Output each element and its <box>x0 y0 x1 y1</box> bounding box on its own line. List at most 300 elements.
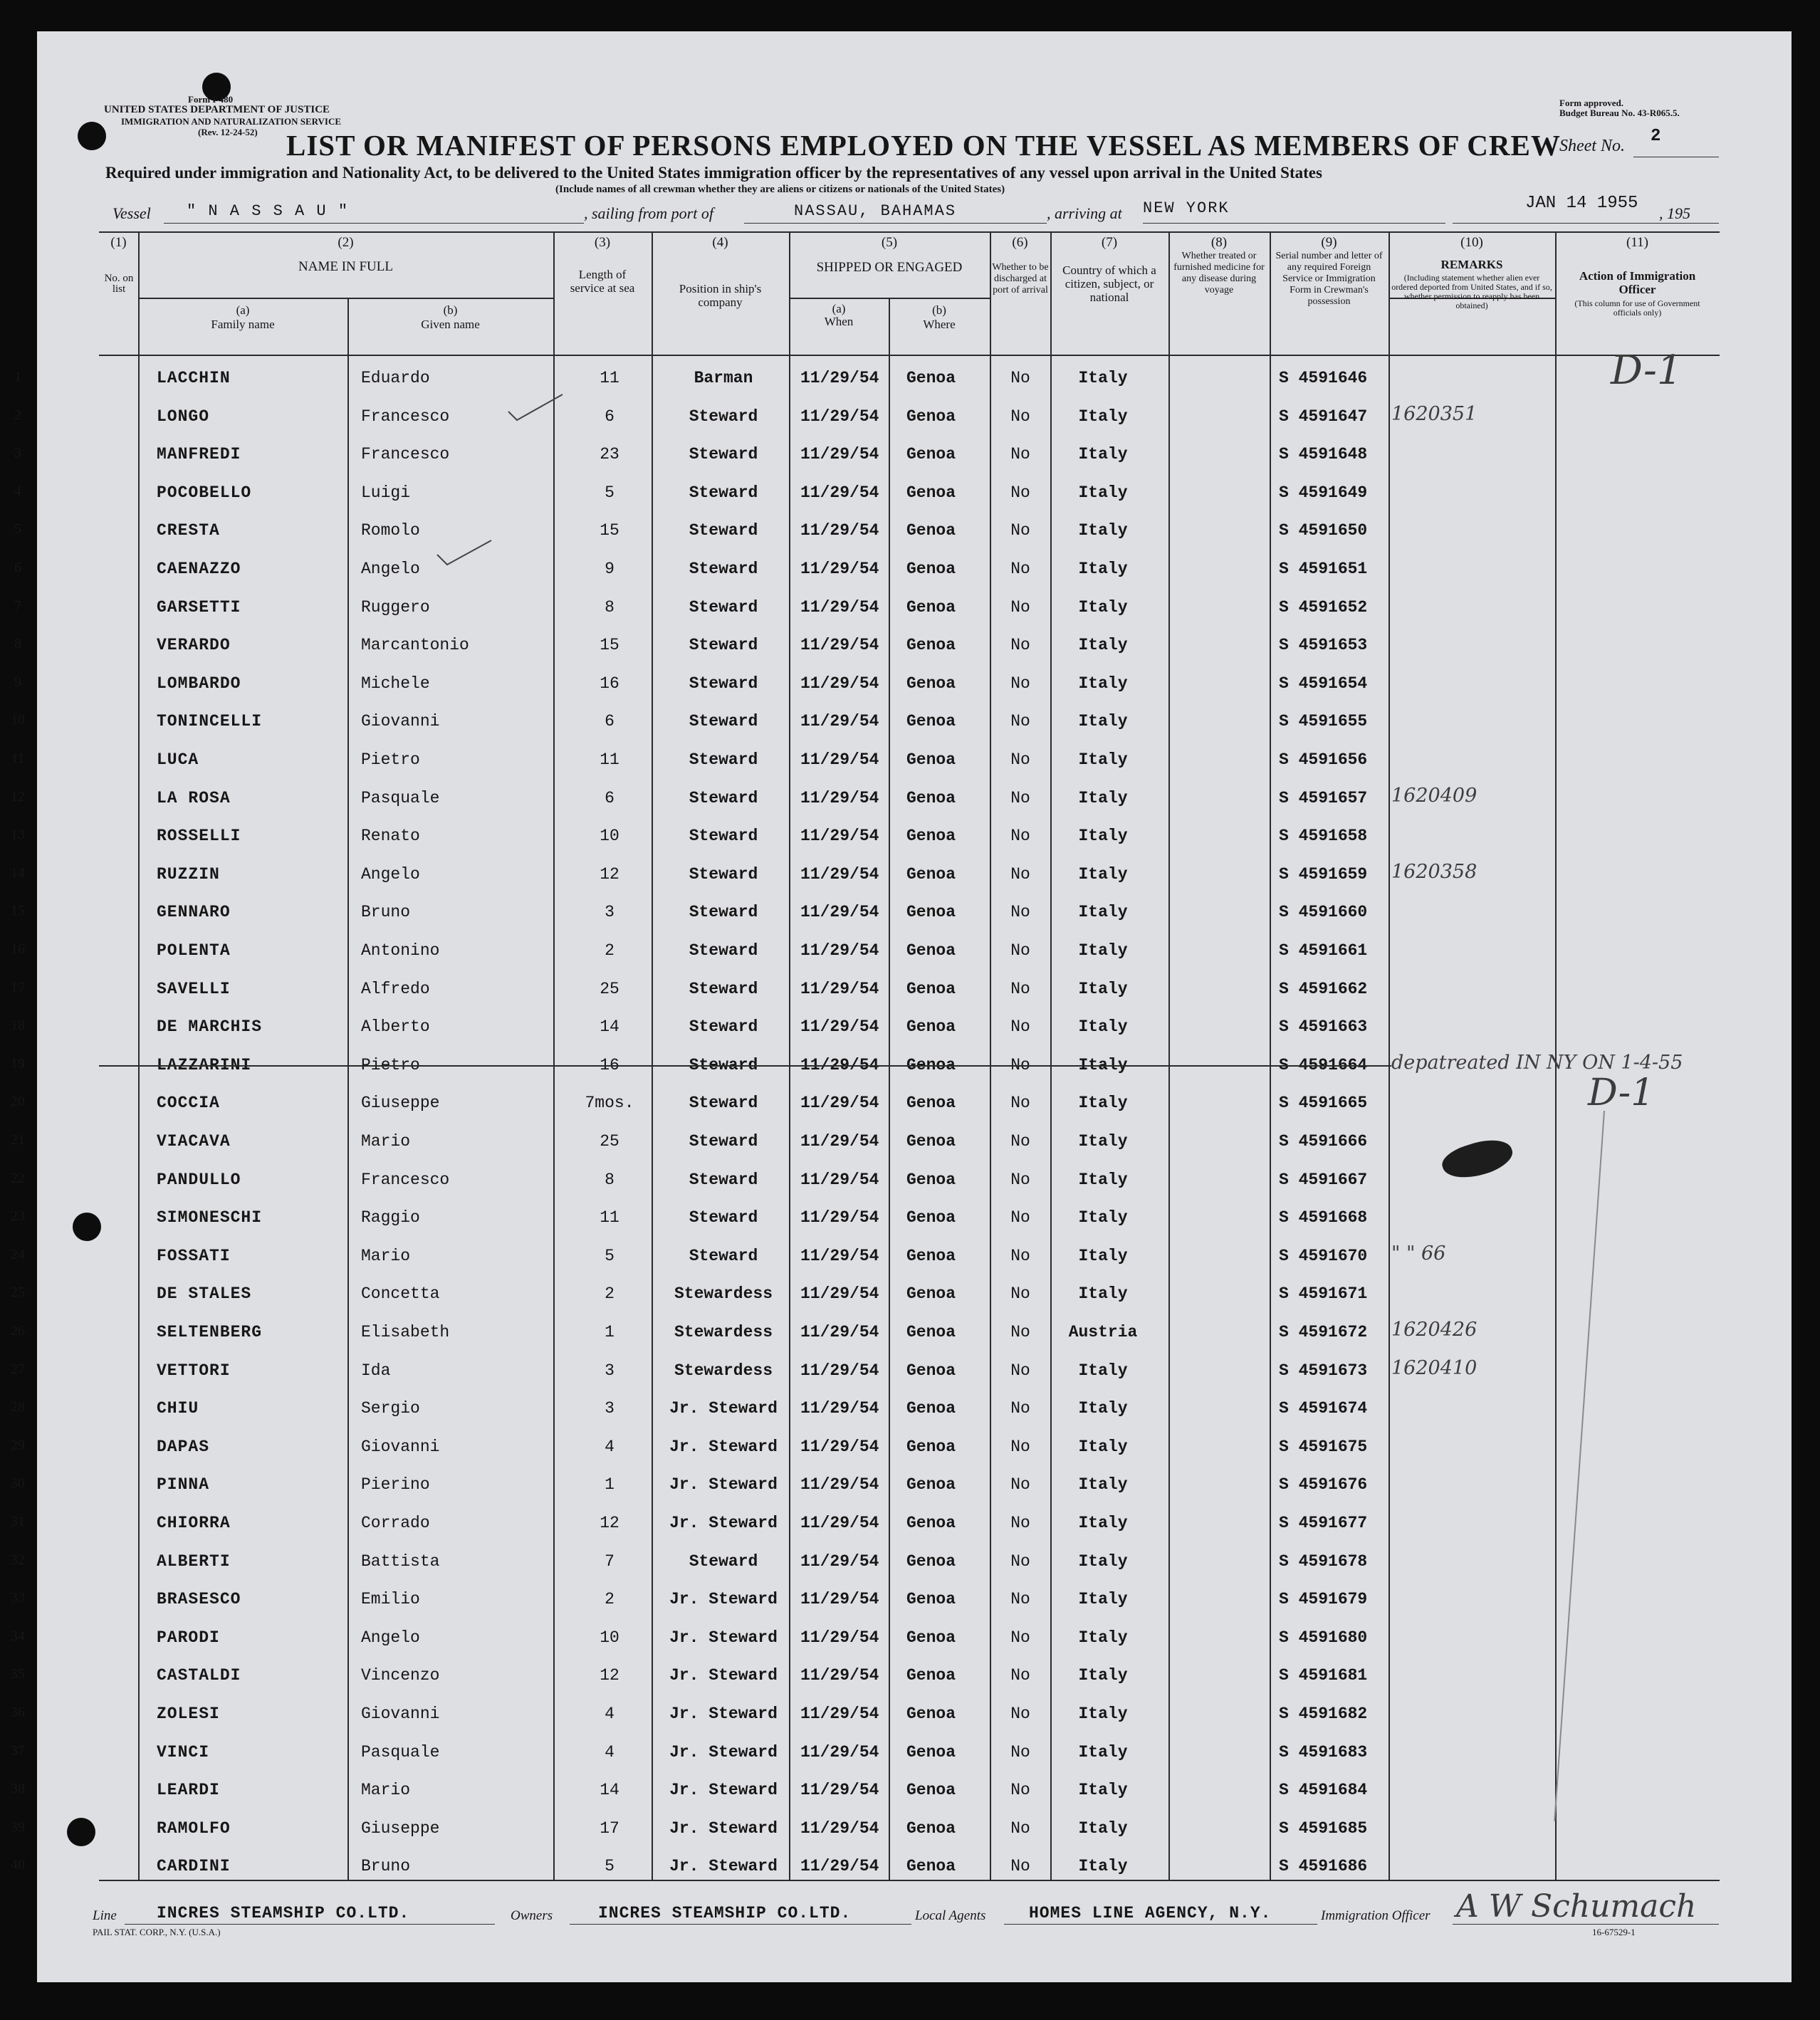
serial-number: S 4591657 <box>1279 788 1368 807</box>
family-name: CAENAZZO <box>157 560 241 578</box>
header-given-label: (b) <box>443 303 458 317</box>
position: Steward <box>689 1132 758 1151</box>
engaged-port: Genoa <box>906 941 956 960</box>
family-name: PINNA <box>157 1475 210 1495</box>
family-name: VIACAVA <box>157 1132 231 1151</box>
engaged-port: Genoa <box>906 864 956 884</box>
given-name: Renato <box>361 827 420 846</box>
remarks: 1620410 <box>1391 1356 1478 1379</box>
header-family-name: Family name <box>211 318 275 331</box>
service-length: 15 <box>600 636 619 655</box>
service-length: 16 <box>600 1055 619 1074</box>
nationality: Italy <box>1078 1705 1128 1723</box>
service-length: 6 <box>605 407 614 426</box>
serial-number: S 4591686 <box>1279 1857 1368 1876</box>
engaged-port: Genoa <box>906 1208 956 1228</box>
family-name: SELTENBERG <box>157 1323 263 1341</box>
engaged-port: Genoa <box>906 1055 956 1074</box>
discharge-flag: No <box>1010 1437 1030 1456</box>
punch-hole <box>67 1818 95 1846</box>
list-number: 21 <box>11 1132 25 1148</box>
engaged-port: Genoa <box>906 1323 956 1341</box>
engaged-port: Genoa <box>906 1170 956 1189</box>
crew-row <box>11 1465 1720 1504</box>
family-name: ALBERTI <box>157 1551 231 1571</box>
service-length: 4 <box>605 1742 614 1762</box>
vessel-owners: INCRES STEAMSHIP CO.LTD. <box>598 1904 852 1922</box>
family-name: VERARDO <box>157 636 231 655</box>
crew-row <box>11 1198 1720 1237</box>
list-number: 22 <box>11 1170 25 1186</box>
position: Steward <box>689 636 758 655</box>
form-revision: (Rev. 12-24-52) <box>198 127 258 137</box>
crew-row <box>11 1084 1720 1122</box>
nationality: Italy <box>1078 1017 1128 1037</box>
given-name: Mario <box>361 1246 411 1265</box>
nationality: Italy <box>1078 903 1128 922</box>
column-number: (10) <box>1460 235 1483 250</box>
service-length: 10 <box>600 1628 619 1647</box>
subheader-rule <box>138 298 553 299</box>
list-number: 24 <box>11 1246 25 1262</box>
nationality: Italy <box>1078 1590 1128 1609</box>
given-name: Angelo <box>361 560 420 578</box>
position: Jr. Steward <box>669 1857 778 1876</box>
column-number: (4) <box>712 235 728 250</box>
serial-number: S 4591665 <box>1279 1094 1368 1113</box>
serial-number: S 4591671 <box>1279 1284 1368 1304</box>
remarks: 1620358 <box>1391 860 1478 883</box>
engaged-date: 11/29/54 <box>800 1132 879 1151</box>
engaged-date: 11/29/54 <box>800 1094 879 1113</box>
crew-row <box>14 626 1720 664</box>
engaged-date: 11/29/54 <box>800 1246 879 1265</box>
check-mark-icon <box>436 539 493 567</box>
discharge-flag: No <box>1010 712 1030 731</box>
position: Steward <box>689 445 758 464</box>
list-number: 10 <box>11 712 25 728</box>
position: Stewardess <box>674 1323 773 1341</box>
engaged-date: 11/29/54 <box>800 903 879 922</box>
engaged-date: 11/29/54 <box>800 1055 879 1074</box>
serial-number: S 4591646 <box>1279 369 1368 387</box>
discharge-flag: No <box>1010 1781 1030 1800</box>
list-number: 31 <box>11 1514 25 1529</box>
discharge-flag: No <box>1010 903 1030 922</box>
discharge-flag: No <box>1010 1666 1030 1685</box>
nationality: Italy <box>1078 560 1128 578</box>
list-number: 29 <box>11 1437 25 1453</box>
discharge-flag: No <box>1010 827 1030 846</box>
serial-number: S 4591676 <box>1279 1475 1368 1495</box>
service-length: 9 <box>605 560 614 578</box>
column-number: (11) <box>1626 235 1648 250</box>
crew-row <box>11 1733 1720 1772</box>
engaged-date: 11/29/54 <box>800 560 879 578</box>
nationality: Italy <box>1078 1246 1128 1265</box>
given-name: Marcantonio <box>361 636 469 655</box>
position: Steward <box>689 979 758 998</box>
list-number: 38 <box>11 1781 25 1797</box>
given-name: Francesco <box>361 445 450 464</box>
given-name: Mario <box>361 1781 411 1800</box>
service-length: 5 <box>605 1857 614 1876</box>
agents-underline <box>1004 1924 1317 1925</box>
service-length: 8 <box>605 1170 614 1189</box>
serial-number: S 4591648 <box>1279 445 1368 464</box>
family-name: VETTORI <box>157 1361 231 1380</box>
discharge-flag: No <box>1010 1551 1030 1571</box>
crew-row <box>11 1580 1720 1618</box>
line-underline <box>125 1924 495 1925</box>
subtitle: Required under immigration and Nationality Act, to be delivered to the United States immigration officer by the representatives of any vessel upon arrival in the United States <box>105 164 1322 182</box>
budget-bureau: Budget Bureau No. 43-R065.5. <box>1559 108 1680 118</box>
service-length: 2 <box>605 1590 614 1609</box>
discharge-flag: No <box>1010 1323 1030 1341</box>
given-name: Corrado <box>361 1514 430 1532</box>
column-number: (5) <box>881 235 898 250</box>
given-name: Giuseppe <box>361 1094 440 1113</box>
header-discharged: Whether to be discharged at port of arrival <box>992 262 1049 295</box>
list-number: 34 <box>11 1628 25 1644</box>
sailing-label: , sailing from port of <box>584 204 713 222</box>
service-length: 25 <box>600 979 619 998</box>
list-number: 17 <box>11 979 25 995</box>
discharge-flag: No <box>1010 1246 1030 1265</box>
position: Steward <box>689 1094 758 1113</box>
engaged-date: 11/29/54 <box>800 1705 879 1723</box>
remarks: " " 66 <box>1391 1242 1446 1265</box>
engaged-date: 11/29/54 <box>800 521 879 540</box>
nationality: Italy <box>1078 369 1128 387</box>
officer-mark-d1-second: D-1 <box>1588 1072 1655 1114</box>
discharge-flag: No <box>1010 750 1030 769</box>
serial-number: S 4591680 <box>1279 1628 1368 1647</box>
discharge-flag: No <box>1010 1132 1030 1151</box>
discharge-flag: No <box>1010 1170 1030 1189</box>
engaged-date: 11/29/54 <box>800 1017 879 1037</box>
list-number: 8 <box>14 636 21 652</box>
position: Steward <box>689 864 758 884</box>
header-family-label: (a) <box>236 303 250 317</box>
list-number: 23 <box>11 1208 25 1225</box>
list-number: 33 <box>11 1590 25 1606</box>
discharge-flag: No <box>1010 636 1030 655</box>
given-name: Pietro <box>361 750 420 769</box>
engaged-date: 11/29/54 <box>800 636 879 655</box>
family-name: LOMBARDO <box>157 674 241 693</box>
service-length: 12 <box>600 1666 619 1685</box>
discharge-flag: No <box>1010 1742 1030 1762</box>
punch-hole <box>78 122 106 150</box>
discharge-flag: No <box>1010 1208 1030 1228</box>
crew-row <box>11 1237 1720 1275</box>
table-top-border <box>99 231 1720 233</box>
vessel-underline <box>164 223 584 224</box>
given-name: Giovanni <box>361 1437 440 1456</box>
remarks: depatreated IN NY ON 1-4-55 <box>1391 1051 1683 1074</box>
engaged-date: 11/29/54 <box>800 1208 879 1228</box>
given-name: Romolo <box>361 521 420 540</box>
engaged-date: 11/29/54 <box>800 1857 879 1876</box>
family-name: GARSETTI <box>157 597 241 617</box>
engaged-port: Genoa <box>906 369 956 387</box>
given-name: Pietro <box>361 1055 420 1074</box>
discharge-flag: No <box>1010 445 1030 464</box>
header-when-label: (a) <box>832 302 846 315</box>
serial-number: S 4591682 <box>1279 1705 1368 1723</box>
list-number: 30 <box>11 1475 25 1492</box>
given-name: Alberto <box>361 1017 430 1037</box>
header-length-of-service: Length of service at sea <box>570 268 635 295</box>
family-name: COCCIA <box>157 1094 220 1113</box>
serial-number: S 4591662 <box>1279 979 1368 998</box>
serial-number: S 4591661 <box>1279 941 1368 960</box>
column-number: (3) <box>594 235 611 250</box>
engaged-port: Genoa <box>906 1475 956 1495</box>
nationality: Italy <box>1078 827 1128 846</box>
serial-number: S 4591672 <box>1279 1323 1368 1341</box>
list-number: 3 <box>14 445 21 461</box>
engaged-date: 11/29/54 <box>800 788 879 807</box>
service-length: 3 <box>605 903 614 922</box>
owners-label: Owners <box>511 1908 553 1923</box>
serial-number: S 4591667 <box>1279 1170 1368 1189</box>
discharge-flag: No <box>1010 1284 1030 1304</box>
list-number: 2 <box>14 407 21 423</box>
serial-number: S 4591685 <box>1279 1818 1368 1838</box>
service-length: 5 <box>605 483 614 502</box>
crew-row <box>11 741 1720 779</box>
family-name: LUCA <box>157 750 199 769</box>
discharge-flag: No <box>1010 1628 1030 1647</box>
family-name: CARDINI <box>157 1857 231 1876</box>
family-name: DE MARCHIS <box>157 1017 263 1037</box>
family-name: LONGO <box>157 407 210 426</box>
position: Steward <box>689 1017 758 1037</box>
printer-imprint: PAIL STAT. CORP., N.Y. (U.S.A.) <box>93 1927 221 1937</box>
nationality: Italy <box>1078 1055 1128 1074</box>
crew-row <box>11 893 1720 931</box>
crew-row <box>11 1656 1720 1695</box>
service-length: 2 <box>605 1284 614 1304</box>
nationality: Italy <box>1078 636 1128 655</box>
family-name: POCOBELLO <box>157 483 252 502</box>
engaged-date: 11/29/54 <box>800 1284 879 1304</box>
crew-row <box>14 511 1720 550</box>
list-number: 36 <box>11 1705 25 1720</box>
engaged-date: 11/29/54 <box>800 1590 879 1609</box>
page-title: LIST OR MANIFEST OF PERSONS EMPLOYED ON THE VESSEL AS MEMBERS OF CREW <box>286 129 1561 162</box>
nationality: Italy <box>1078 521 1128 540</box>
engaged-port: Genoa <box>906 750 956 769</box>
position: Jr. Steward <box>669 1514 778 1532</box>
list-number: 14 <box>11 864 25 881</box>
engaged-date: 11/29/54 <box>800 827 879 846</box>
engaged-date: 11/29/54 <box>800 1437 879 1456</box>
family-name: FOSSATI <box>157 1246 231 1265</box>
engaged-port: Genoa <box>906 1361 956 1380</box>
discharge-flag: No <box>1010 1514 1030 1532</box>
given-name: Raggio <box>361 1208 420 1228</box>
service-length: 3 <box>605 1399 614 1418</box>
position: Jr. Steward <box>669 1705 778 1723</box>
arrival-date-stamp: JAN 14 1955 <box>1525 194 1638 213</box>
engaged-date: 11/29/54 <box>800 864 879 884</box>
nationality: Italy <box>1078 788 1128 807</box>
given-name: Michele <box>361 674 430 693</box>
engaged-port: Genoa <box>906 597 956 617</box>
discharge-flag: No <box>1010 979 1030 998</box>
engaged-date: 11/29/54 <box>800 1514 879 1532</box>
form-code: 16-67529-1 <box>1592 1927 1636 1937</box>
list-number: 39 <box>11 1818 25 1835</box>
engaged-date: 11/29/54 <box>800 1323 879 1341</box>
position: Steward <box>689 1246 758 1265</box>
serial-number: S 4591674 <box>1279 1399 1368 1418</box>
serial-number: S 4591649 <box>1279 483 1368 502</box>
crew-row <box>11 1847 1720 1885</box>
crew-row <box>11 1504 1720 1542</box>
service-length: 4 <box>605 1705 614 1723</box>
header-where-label: (b) <box>932 303 946 317</box>
position: Steward <box>689 1551 758 1571</box>
position: Steward <box>689 1208 758 1228</box>
family-name: LEARDI <box>157 1781 220 1800</box>
nationality: Italy <box>1078 1818 1128 1838</box>
remarks: 1620426 <box>1391 1319 1478 1341</box>
position: Barman <box>694 369 753 387</box>
serial-number: S 4591652 <box>1279 597 1368 617</box>
service-length: 16 <box>600 674 619 693</box>
engaged-date: 11/29/54 <box>800 1628 879 1647</box>
engaged-port: Genoa <box>906 1246 956 1265</box>
discharge-flag: No <box>1010 521 1030 540</box>
local-agents: HOMES LINE AGENCY, N.Y. <box>1029 1904 1272 1922</box>
position: Jr. Steward <box>669 1590 778 1609</box>
engaged-port: Genoa <box>906 1514 956 1532</box>
crew-row <box>14 664 1720 703</box>
crew-row <box>11 1618 1720 1657</box>
crew-row <box>11 1809 1720 1848</box>
engaged-date: 11/29/54 <box>800 1818 879 1838</box>
serial-number: S 4591658 <box>1279 827 1368 846</box>
column-number: (7) <box>1101 235 1118 250</box>
engaged-port: Genoa <box>906 1628 956 1647</box>
header-where: Where <box>923 318 956 331</box>
engaged-port: Genoa <box>906 903 956 922</box>
engaged-port: Genoa <box>906 1590 956 1609</box>
serial-number: S 4591684 <box>1279 1781 1368 1800</box>
owners-underline <box>570 1924 911 1925</box>
given-name: Eduardo <box>361 369 430 387</box>
strikeout-line <box>99 1065 1391 1067</box>
nationality: Italy <box>1078 712 1128 731</box>
service-length: 1 <box>605 1475 614 1495</box>
family-name: SIMONESCHI <box>157 1208 263 1228</box>
crew-row <box>14 588 1720 627</box>
discharge-flag: No <box>1010 788 1030 807</box>
nationality: Italy <box>1078 1742 1128 1762</box>
nationality: Italy <box>1078 1284 1128 1304</box>
position: Steward <box>689 407 758 426</box>
header-medicine: Whether treated or furnished medicine for any disease during voyage <box>1173 251 1265 295</box>
position: Steward <box>689 1055 758 1074</box>
engaged-date: 11/29/54 <box>800 1475 879 1495</box>
header-when: When <box>824 315 854 328</box>
given-name: Francesco <box>361 407 450 426</box>
crew-row <box>11 1313 1720 1351</box>
engaged-port: Genoa <box>906 636 956 655</box>
discharge-flag: No <box>1010 1475 1030 1495</box>
position: Jr. Steward <box>669 1666 778 1685</box>
given-name: Concetta <box>361 1284 440 1304</box>
crew-row <box>14 550 1720 588</box>
engaged-date: 11/29/54 <box>800 1361 879 1380</box>
engaged-date: 11/29/54 <box>800 1781 879 1800</box>
position: Steward <box>689 560 758 578</box>
given-name: Bruno <box>361 1857 411 1876</box>
nationality: Italy <box>1078 1132 1128 1151</box>
serial-number: S 4591651 <box>1279 560 1368 578</box>
crew-row <box>11 1695 1720 1733</box>
list-number: 27 <box>11 1361 25 1377</box>
service-length: 2 <box>605 941 614 960</box>
serial-number: S 4591659 <box>1279 864 1368 884</box>
list-number: 9 <box>14 674 21 690</box>
header-remarks-note: (Including statement whether alien ever ordered deported from United States, and if so, whether permission to reapply has been obtained) <box>1391 273 1552 310</box>
serial-number: S 4591654 <box>1279 674 1368 693</box>
position: Steward <box>689 1170 758 1189</box>
arrival-underline <box>1143 223 1445 224</box>
sheet-number: 2 <box>1651 127 1661 146</box>
service-length: 12 <box>600 864 619 884</box>
crew-row <box>11 1542 1720 1581</box>
crew-row <box>11 702 1720 741</box>
year-label: , 195 <box>1659 204 1690 222</box>
service-length: 6 <box>605 788 614 807</box>
given-name: Emilio <box>361 1590 420 1609</box>
nationality: Italy <box>1078 407 1128 426</box>
list-number: 25 <box>11 1284 25 1301</box>
engaged-date: 11/29/54 <box>800 407 879 426</box>
officer-signature: A W Schumach <box>1456 1888 1697 1925</box>
given-name: Battista <box>361 1551 440 1571</box>
given-name: Luigi <box>361 483 411 502</box>
given-name: Pierino <box>361 1475 430 1495</box>
header-shipped-engaged: SHIPPED OR ENGAGED <box>816 260 963 275</box>
crew-row <box>11 1351 1720 1390</box>
header-officer-action: Action of Immigration Officer <box>1579 269 1696 296</box>
crew-row <box>11 779 1720 817</box>
serial-number: S 4591650 <box>1279 521 1368 540</box>
port-underline <box>744 223 1047 224</box>
given-name: Angelo <box>361 1628 420 1647</box>
engaged-port: Genoa <box>906 1857 956 1876</box>
list-number: 40 <box>11 1857 25 1873</box>
serial-number: S 4591664 <box>1279 1055 1368 1074</box>
agents-label: Local Agents <box>915 1908 986 1923</box>
crew-row <box>11 1275 1720 1313</box>
header-list-number: No. on list <box>104 273 134 295</box>
position: Steward <box>689 674 758 693</box>
serial-number: S 4591679 <box>1279 1590 1368 1609</box>
discharge-flag: No <box>1010 1094 1030 1113</box>
discharge-flag: No <box>1010 1818 1030 1838</box>
service-length: 7mos. <box>585 1094 634 1113</box>
service-length: 17 <box>600 1818 619 1838</box>
service-length: 8 <box>605 597 614 617</box>
